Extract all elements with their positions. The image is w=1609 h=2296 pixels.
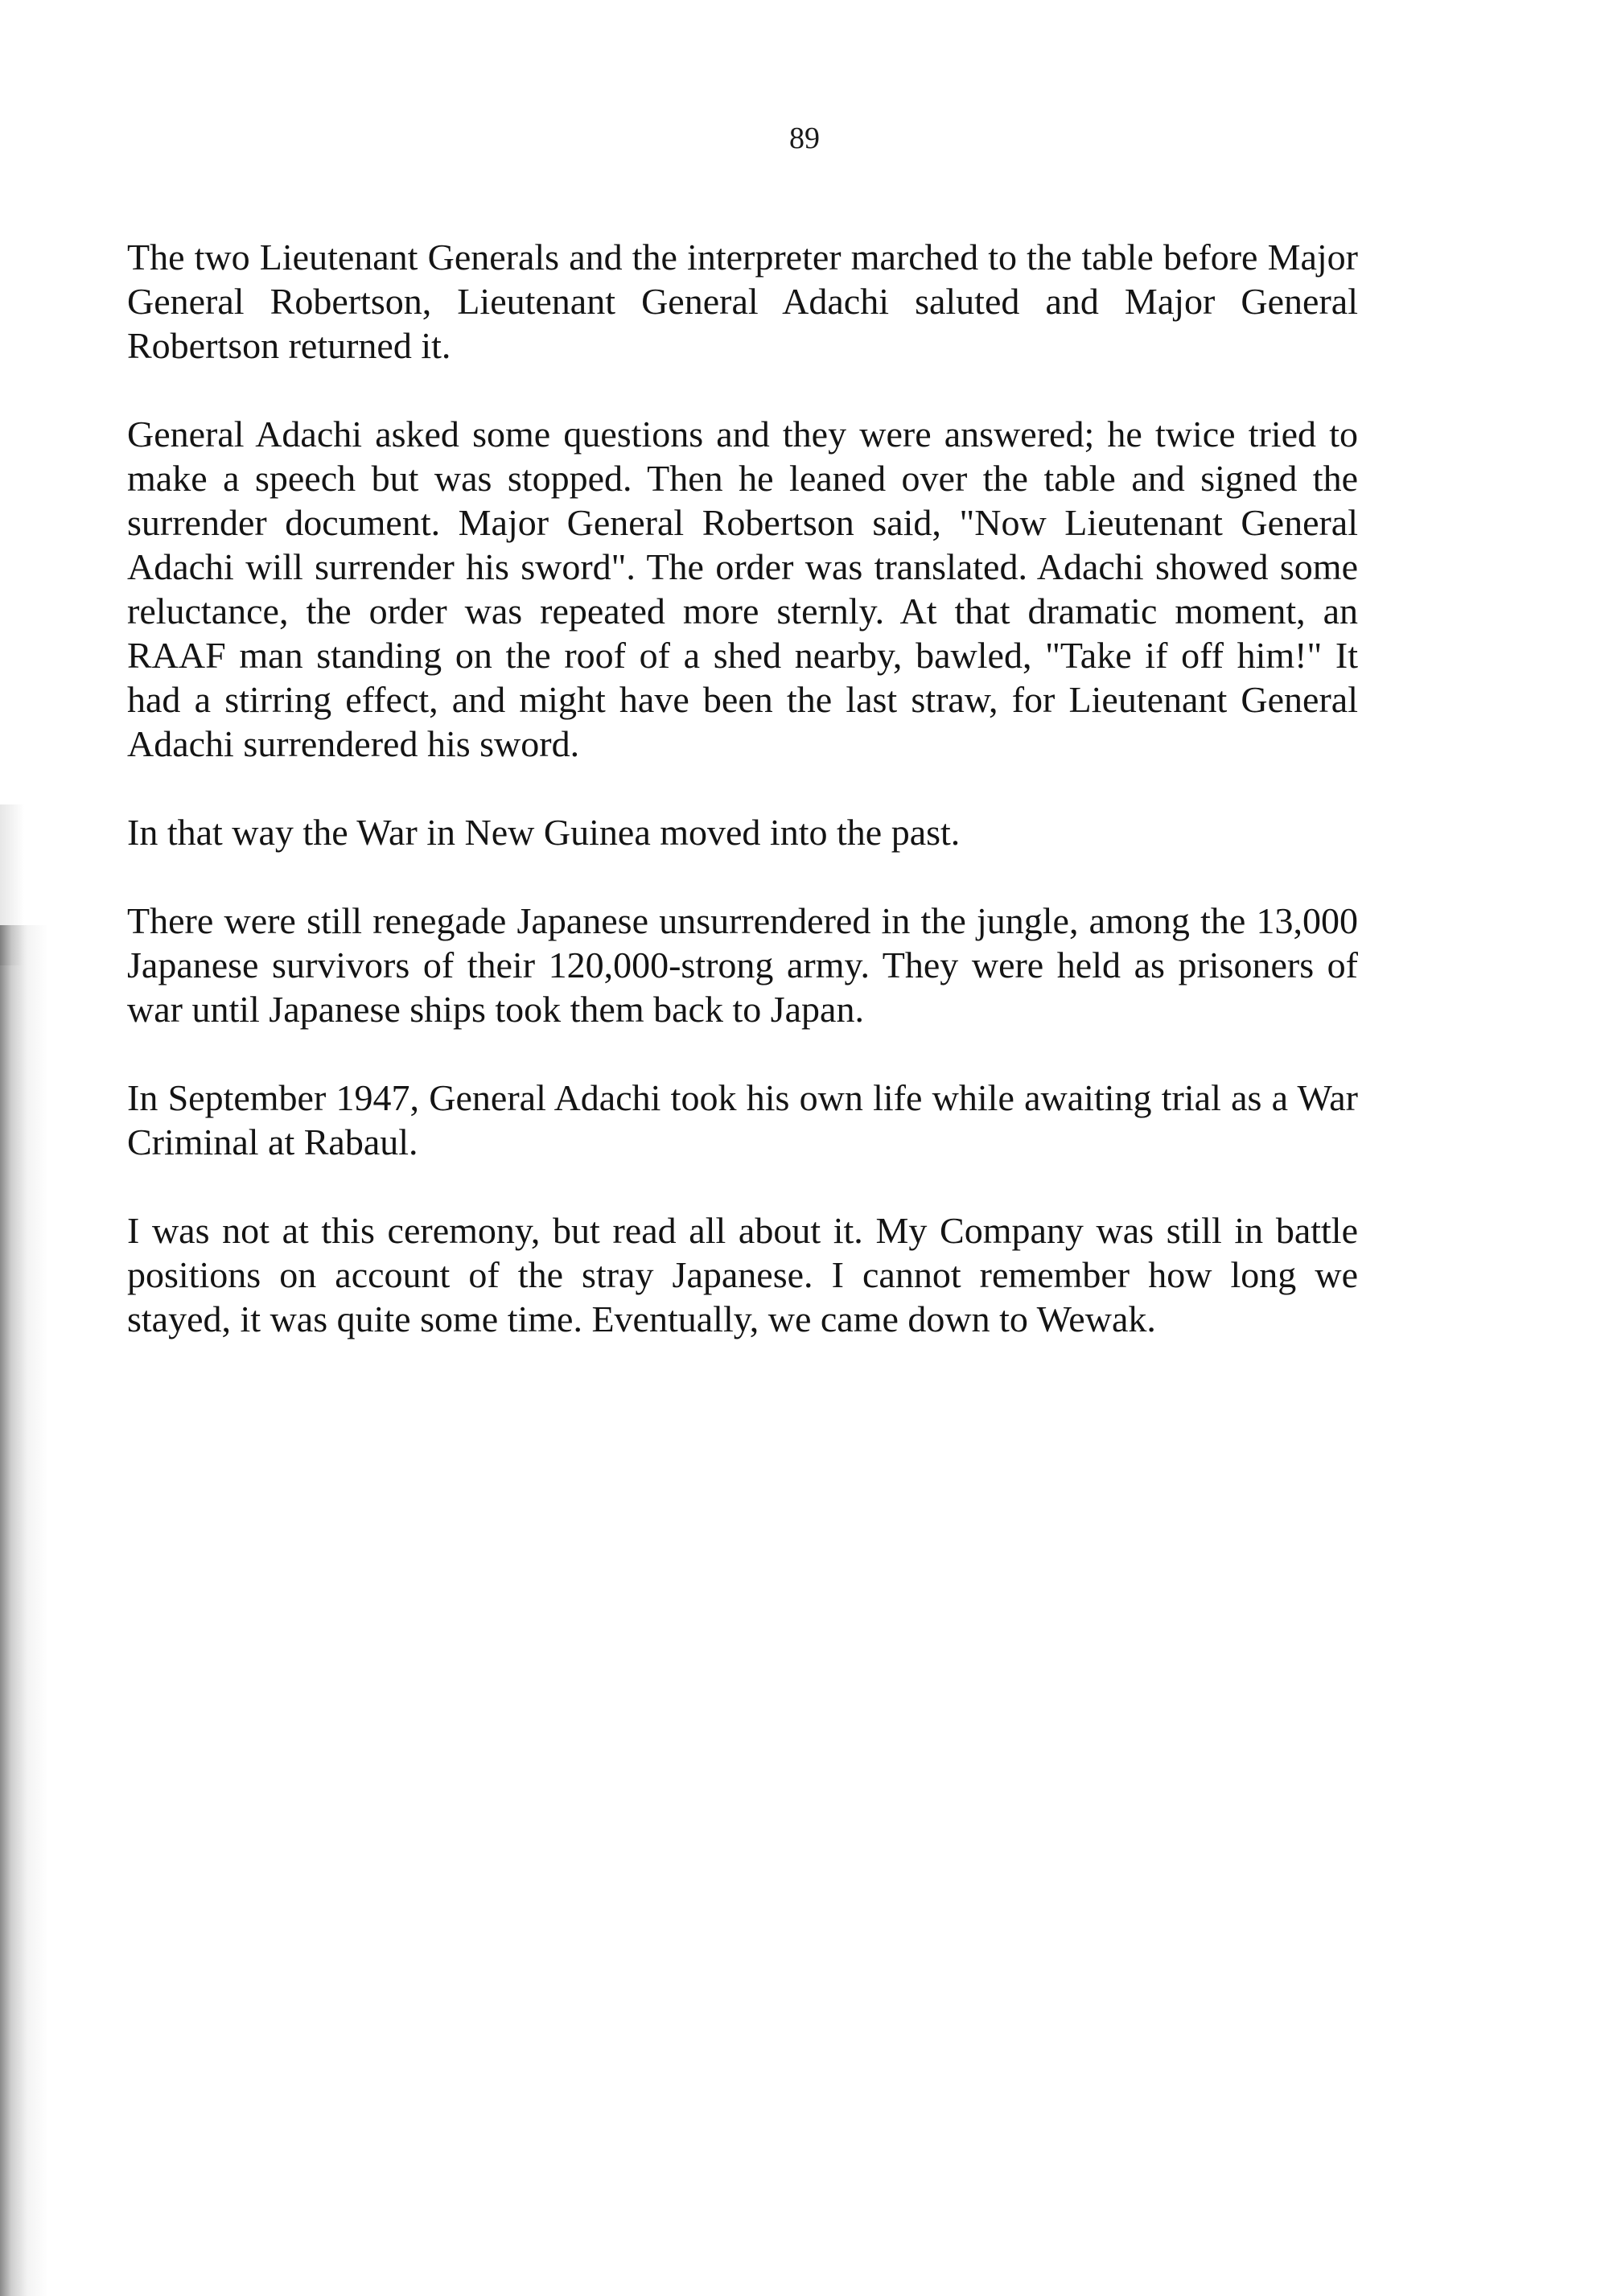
scan-shadow-edge: [0, 925, 48, 2296]
paragraph-renegades: There were still renegade Japanese unsurrendered in the jungle, among the 13,000 Japanese survivors of their 120,000-strong army. They were held as prisoners of war until Japanese ships took them back to Japan.: [127, 900, 1358, 1030]
body-text: [127, 235, 1358, 1385]
paragraph-signing-sword: General Adachi asked some questions and they were answered; he twice tried to make a speech but was stopped. Then he leaned over the table and signed the surrender document. Major General Robertson said, "Now Lieutenant General Adachi will surrender his sword". The order was translated. Adachi showed some reluctance, the order was repeated more sternly. At that dramatic moment, an RAAF man standing on the roof of a shed nearby, bawled, "Take if off him!" It had a stirring effect, and might have been the last straw, for Lieutenant General Adachi surrendered his sword.: [127, 414, 1358, 764]
paragraph-author-note: I was not at this ceremony, but read all about it. My Company was still in battle positions on account of the stray Japanese. I cannot remember how long we stayed, it was quite some time. Eventually, we came down to Wewak.: [127, 1210, 1358, 1339]
paragraph-war-past: In that way the War in New Guinea moved into the past.: [127, 812, 961, 853]
page-number: 89: [789, 121, 820, 155]
paragraph-surrender-approach: The two Lieutenant Generals and the interpreter marched to the table before Major General Robertson, Lieutenant General Adachi saluted and Major General Robertson returned it.: [127, 237, 1358, 366]
paragraph-adachi-death: In September 1947, General Adachi took his own life while awaiting trial as a War Criminal at Rabaul.: [127, 1077, 1358, 1162]
